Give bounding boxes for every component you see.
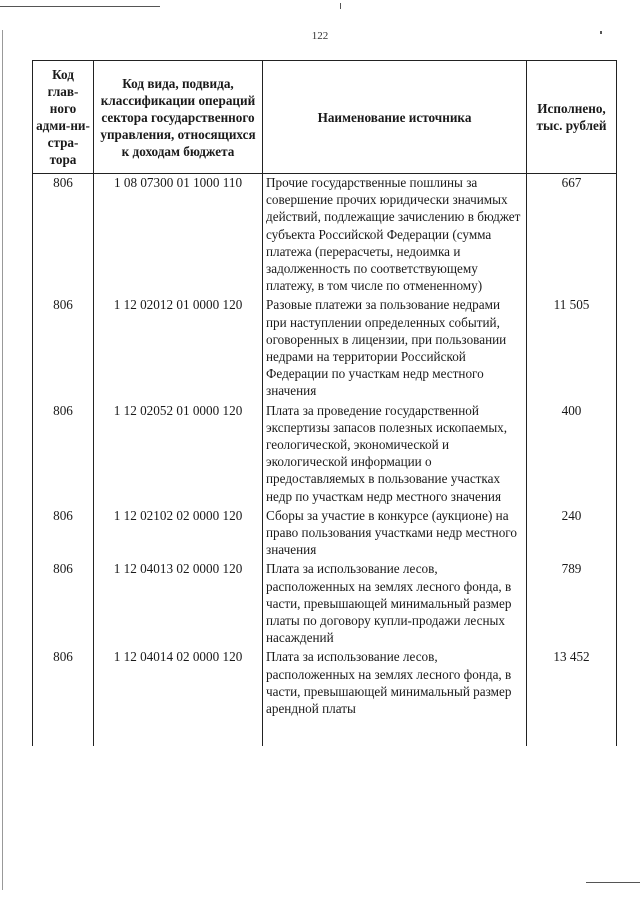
cell-source-name: Сборы за участие в конкурсе (аукционе) на право пользования участками недр местного значения <box>263 507 527 561</box>
scan-line-top-left <box>0 6 160 7</box>
header-classification-code: Код вида, подвида, классификации операций сектора государственного управления, относящихся к доходам бюджета <box>94 61 263 174</box>
cell-admin-code: 806 <box>33 296 94 401</box>
table-row <box>33 560 617 648</box>
cell-classification-code: 1 08 07300 01 1000 110 <box>94 174 263 297</box>
header-source-name: Наименование источника <box>263 61 527 174</box>
table-row <box>33 402 617 507</box>
cell-admin-code: 806 <box>33 560 94 648</box>
header-executed: Исполнено, тыс. рублей <box>527 61 617 174</box>
table-row <box>33 296 617 401</box>
header-admin-code: Код глав-ного адми-ни-стра-тора <box>33 61 94 174</box>
scan-edge-left <box>2 30 3 890</box>
revenue-table <box>32 60 617 746</box>
cell-executed: 13 452 <box>527 648 617 746</box>
cell-source-name: Разовые платежи за пользование недрами при наступлении определенных событий, оговоренных в лицензии, при пользовании недрами на территории Российской Федерации по участкам недр местного значения <box>263 296 527 401</box>
cell-source-name: Плата за проведение государственной экспертизы запасов полезных ископаемых, геологической, экономической и экологической информации о предоставляемых в пользование участках недр по участкам недр местного значения <box>263 402 527 507</box>
cell-executed: 400 <box>527 402 617 507</box>
cell-executed: 789 <box>527 560 617 648</box>
cell-executed: 11 505 <box>527 296 617 401</box>
cell-source-name: Плата за использование лесов, расположенных на землях лесного фонда, в части, превышающей минимальный размер платы по договору купли-продажи лесных насаждений <box>263 560 527 648</box>
cell-classification-code: 1 12 04013 02 0000 120 <box>94 560 263 648</box>
table-row <box>33 174 617 297</box>
table-header-row <box>33 61 617 174</box>
cell-source-name: Прочие государственные пошлины за совершение прочих юридически значимых действий, подлежащие зачислению в бюджет субъекта Российской Федерации (сумма платежа (перерасчеты, недоимка и задолженность по соответствующему платежу, в том числе по отмененному) <box>263 174 527 297</box>
cell-admin-code: 806 <box>33 402 94 507</box>
cell-executed: 240 <box>527 507 617 561</box>
cell-admin-code: 806 <box>33 174 94 297</box>
table-row <box>33 507 617 561</box>
cell-classification-code: 1 12 02102 02 0000 120 <box>94 507 263 561</box>
cell-classification-code: 1 12 02012 01 0000 120 <box>94 296 263 401</box>
table-row <box>33 648 617 746</box>
cell-source-name: Плата за использование лесов, расположенных на землях лесного фонда, в части, превышающей минимальный размер арендной платы <box>263 648 527 746</box>
cell-admin-code: 806 <box>33 648 94 746</box>
cell-admin-code: 806 <box>33 507 94 561</box>
scan-tick-top <box>340 3 341 9</box>
cell-classification-code: 1 12 02052 01 0000 120 <box>94 402 263 507</box>
cell-executed: 667 <box>527 174 617 297</box>
cell-classification-code: 1 12 04014 02 0000 120 <box>94 648 263 746</box>
scan-line-bottom-right <box>586 882 640 883</box>
page-number: 122 <box>311 30 329 42</box>
